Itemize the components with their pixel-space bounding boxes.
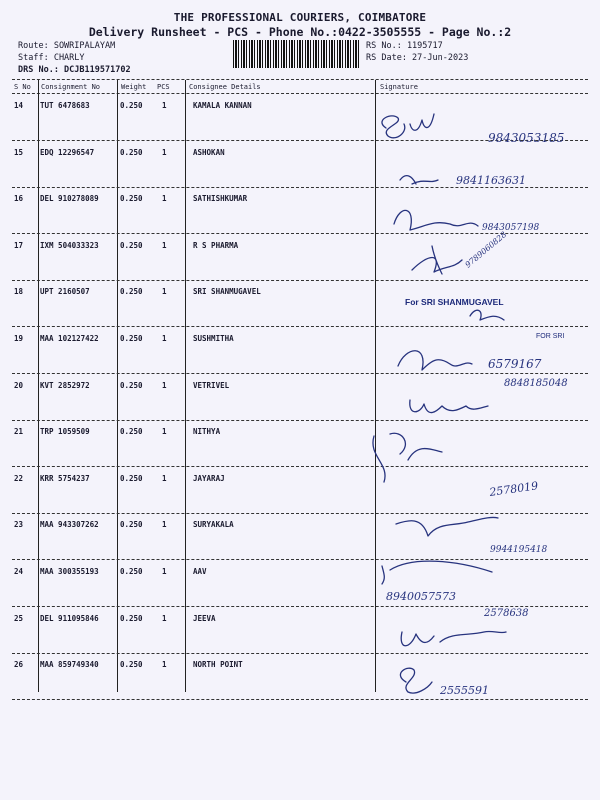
company-title: THE PROFESSIONAL COURIERS, COIMBATORE — [173, 11, 427, 24]
staff-label: Staff: CHARLY — [18, 53, 85, 63]
cell-pcs: 1 — [162, 520, 167, 530]
cell-sno: 23 — [14, 520, 24, 530]
cell-consignee: SATHISHKUMAR — [193, 194, 248, 204]
cell-consignee: JAYARAJ — [193, 473, 225, 483]
row-separator — [12, 699, 588, 700]
cell-sno: 21 — [14, 427, 24, 437]
phone-26: 2555591 — [440, 684, 489, 697]
col-header-pcs: PCS — [157, 83, 170, 91]
cell-sno: 15 — [14, 147, 24, 157]
cell-consignee: SUSHMITHA — [193, 334, 234, 343]
cell-consignee: ASHOKAN — [193, 147, 225, 157]
phone-23: 9944195418 — [490, 545, 548, 555]
phone-22: 2578019 — [488, 479, 539, 499]
cell-pcs: 1 — [162, 613, 167, 623]
table-row — [0, 145, 600, 191]
cell-consignee: KAMALA KANNAN — [193, 101, 252, 110]
cell-consignment: EDQ 12296547 — [40, 147, 95, 157]
row-separator — [12, 140, 588, 141]
row-separator — [12, 653, 588, 654]
consignee-stamp-small: FOR SRI — [536, 333, 565, 340]
cell-sno: 22 — [14, 473, 24, 483]
row-separator — [12, 326, 588, 327]
phone-24: 8940057573 — [386, 590, 456, 603]
phone-14: 9843053185 — [488, 131, 565, 145]
col-header-consignee: Consignee Details — [189, 83, 261, 91]
cell-weight: 0.250 — [120, 427, 143, 437]
table-row — [0, 471, 600, 517]
cell-consignment: KVT 2852972 — [40, 380, 90, 390]
cell-sno: 18 — [14, 287, 24, 297]
col-header-weight: Weight — [121, 83, 147, 91]
runsheet-subtitle: Delivery Runsheet - PCS - Phone No.:0422-3505555 - Page No.:2 — [88, 25, 512, 39]
phone-16: 9843057198 — [482, 223, 540, 233]
cell-weight: 0.250 — [120, 473, 143, 483]
cell-consignee: JEEVA — [193, 613, 216, 623]
row-separator — [12, 559, 588, 560]
cell-pcs: 1 — [162, 473, 167, 483]
cell-sno: 17 — [14, 240, 24, 250]
cell-consignee: R S PHARMA — [193, 240, 239, 250]
cell-pcs: 1 — [162, 147, 167, 157]
cell-pcs: 1 — [162, 334, 167, 343]
drs-number: DRS No.: DCJB119571702 — [18, 65, 131, 75]
cell-consignment: MAA 943307262 — [40, 520, 99, 530]
consignee-stamp: For SRI SHANMUGAVEL — [405, 297, 504, 307]
runsheet-meta-left — [18, 40, 131, 76]
table-row — [0, 331, 600, 377]
cell-sno: 20 — [14, 380, 24, 390]
phone-19: 6579167 — [488, 357, 542, 371]
table-row — [0, 424, 600, 470]
cell-consignee: SURYAKALA — [193, 520, 234, 530]
cell-weight: 0.250 — [120, 147, 143, 157]
cell-pcs: 1 — [162, 240, 167, 250]
row-separator — [12, 233, 588, 234]
cell-consignment: MAA 300355193 — [40, 567, 99, 576]
runsheet-meta-right — [366, 40, 468, 64]
cell-consignment: IXM 504033323 — [40, 240, 99, 250]
table-row — [0, 378, 600, 424]
col-header-sno: S No — [14, 83, 31, 91]
table-row — [0, 191, 600, 237]
cell-pcs: 1 — [162, 101, 167, 110]
cell-weight: 0.250 — [120, 194, 143, 204]
col-header-consignment: Consignment No — [41, 83, 101, 91]
cell-consignment: TUT 6478683 — [40, 101, 90, 110]
cell-consignment: MAA 859749340 — [40, 660, 99, 670]
cell-sno: 24 — [14, 567, 24, 576]
table-row — [0, 657, 600, 703]
cell-consignee: SRI SHANMUGAVEL — [193, 287, 261, 297]
cell-sno: 16 — [14, 194, 24, 204]
row-separator — [12, 513, 588, 514]
rs-number: RS No.: 1195717 — [366, 41, 443, 51]
cell-pcs: 1 — [162, 287, 167, 297]
cell-consignee: NITHYA — [193, 427, 221, 437]
cell-consignment: DEL 910278089 — [40, 194, 99, 204]
cell-weight: 0.250 — [120, 660, 143, 670]
cell-weight: 0.250 — [120, 101, 143, 110]
table-row — [0, 238, 600, 284]
row-separator — [12, 420, 588, 421]
cell-consignment: DEL 911095846 — [40, 613, 99, 623]
cell-weight: 0.250 — [120, 334, 143, 343]
cell-weight: 0.250 — [120, 520, 143, 530]
row-separator — [12, 187, 588, 188]
table-row — [0, 284, 600, 330]
cell-sno: 14 — [14, 101, 24, 110]
cell-consignment: MAA 102127422 — [40, 334, 99, 343]
row-separator — [12, 466, 588, 467]
table-row — [0, 564, 600, 610]
cell-weight: 0.250 — [120, 567, 143, 576]
runsheet-barcode — [233, 40, 361, 68]
rs-date: RS Date: 27-Jun-2023 — [366, 53, 469, 63]
row-separator — [12, 280, 588, 281]
cell-sno: 26 — [14, 660, 24, 670]
cell-consignment: TRP 1059509 — [40, 427, 90, 437]
cell-consignee: NORTH POINT — [193, 660, 243, 670]
cell-consignee: VETRIVEL — [193, 380, 230, 390]
route-label: Route: SOWRIPALAYAM — [18, 41, 116, 51]
phone-15: 9841163631 — [456, 174, 526, 187]
phone-20: 8848185048 — [504, 378, 568, 389]
header-rule-bottom — [12, 93, 588, 94]
table-row — [0, 98, 600, 144]
cell-weight: 0.250 — [120, 380, 143, 390]
cell-weight: 0.250 — [120, 613, 143, 623]
cell-pcs: 1 — [162, 660, 167, 670]
cell-consignment: KRR 5754237 — [40, 473, 90, 483]
cell-consignment: UPT 2160507 — [40, 287, 90, 297]
row-separator — [12, 606, 588, 607]
table-row — [0, 517, 600, 563]
cell-pcs: 1 — [162, 194, 167, 204]
cell-weight: 0.250 — [120, 287, 143, 297]
cell-weight: 0.250 — [120, 240, 143, 250]
cell-consignee: AAV — [193, 567, 207, 576]
row-separator — [12, 373, 588, 374]
cell-pcs: 1 — [162, 567, 167, 576]
cell-sno: 25 — [14, 613, 24, 623]
cell-sno: 19 — [14, 334, 24, 343]
cell-pcs: 1 — [162, 380, 167, 390]
table-row — [0, 611, 600, 657]
cell-pcs: 1 — [162, 427, 167, 437]
phone-25: 2578638 — [484, 608, 529, 619]
col-header-signature: Signature — [380, 83, 418, 91]
header-rule-top — [12, 79, 588, 80]
phone-17: 9789060828 — [463, 229, 509, 270]
